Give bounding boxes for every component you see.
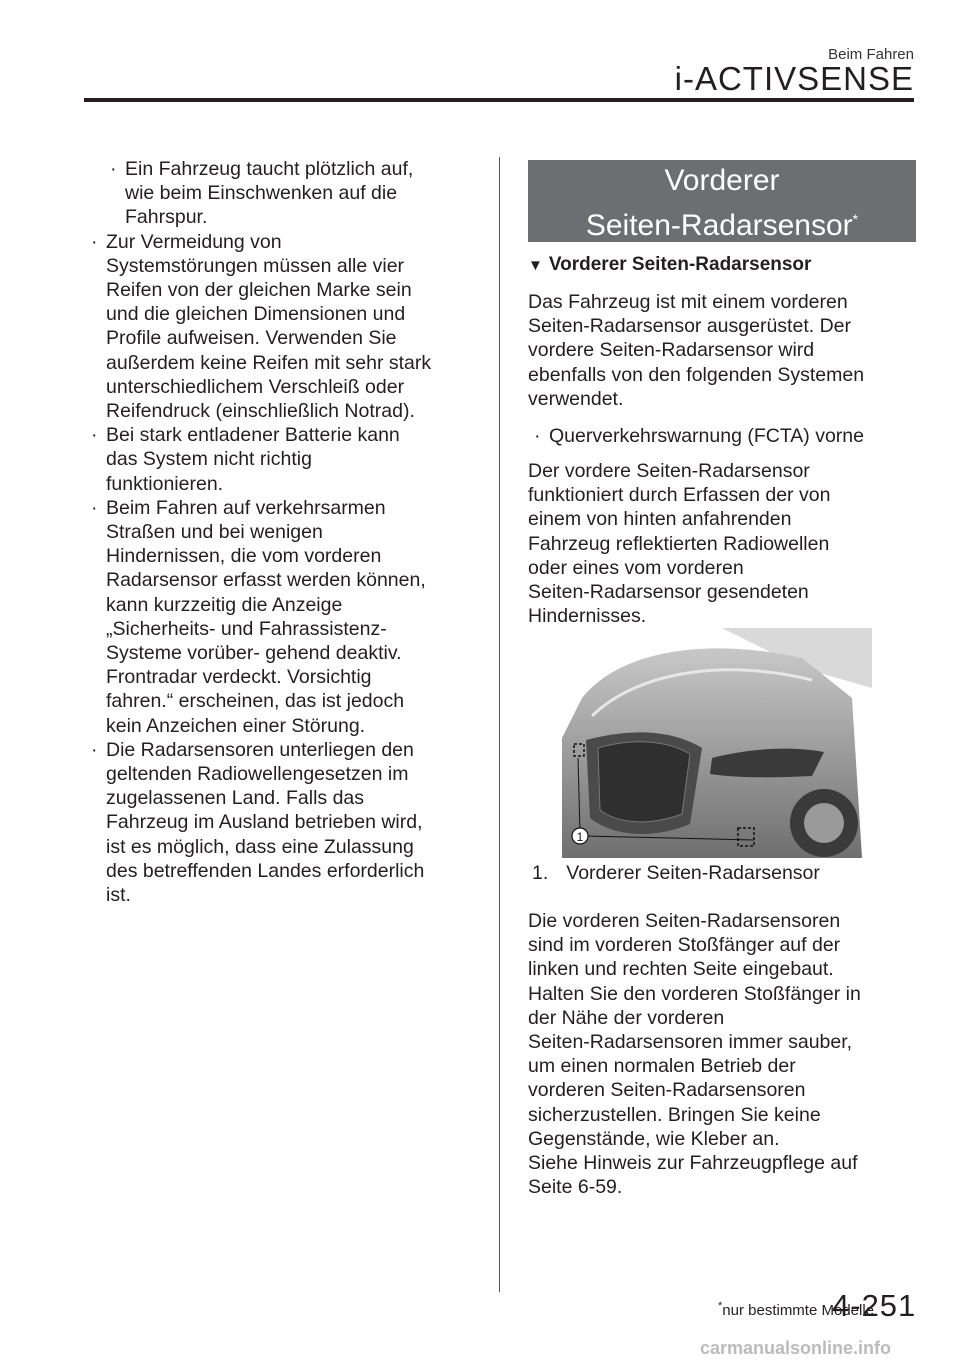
text-line: Systeme vorüber- gehend deaktiv.	[106, 642, 402, 665]
left-column	[88, 157, 478, 907]
text-line: außerdem keine Reifen mit sehr stark	[106, 351, 432, 374]
caption-number: 1.	[532, 862, 549, 884]
text-line: sind im vorderen Stoßfänger auf der	[528, 934, 841, 957]
text-line: fahren.“ erscheinen, das ist jedoch	[106, 690, 405, 713]
text-line: geltenden Radiowellengesetzen im	[106, 763, 409, 786]
text-line: Das Fahrzeug ist mit einem vorderen	[528, 291, 848, 313]
text-line: Seiten-Radarsensor gesendeten	[528, 581, 809, 604]
text-line: · Zur Vermeidung von	[106, 230, 282, 253]
text-line: sicherzustellen. Bringen Sie keine	[528, 1103, 821, 1126]
caption-text: Vorderer Seiten-Radarsensor	[566, 862, 820, 884]
text-line: ebenfalls von den folgenden Systemen	[528, 363, 865, 386]
text-line: Hindernisses.	[528, 605, 647, 628]
text-line: wie beim Einschwenken auf die	[125, 182, 398, 205]
text-line: · Ein Fahrzeug taucht plötzlich auf,	[125, 158, 414, 180]
text-line: Halten Sie den vorderen Stoßfänger in	[528, 982, 861, 1005]
subheading-text: Vorderer Seiten-Radarsensor	[548, 254, 812, 275]
text-line: vordere Seiten-Radarsensor wird	[528, 339, 815, 362]
text-line: Fahrzeug reflektierten Radiowellen	[528, 532, 830, 555]
header-rule	[84, 98, 914, 102]
header-section: Beim Fahren	[828, 46, 914, 63]
text-line: um einen normalen Betrieb der	[528, 1055, 796, 1078]
banner-line-2	[528, 200, 916, 245]
text-line: unterschiedlichem Verschleiß oder	[106, 375, 405, 398]
section-banner	[528, 160, 916, 242]
column-divider	[499, 157, 500, 1292]
text-line: verwendet.	[528, 387, 624, 410]
car-front-illustration	[562, 628, 872, 858]
figure-caption	[532, 862, 838, 885]
text-line: kein Anzeichen einer Störung.	[106, 714, 366, 737]
text-line: Fahrspur.	[125, 206, 208, 229]
banner-line-1: Vorderer	[664, 164, 780, 197]
text-line: Hindernissen, die vom vorderen	[106, 545, 382, 568]
system-item	[531, 424, 939, 448]
text-line: das System nicht richtig	[106, 448, 312, 471]
text-line: des betreffenden Landes erforderlich	[106, 859, 425, 882]
page-number: 4-251	[832, 1288, 917, 1323]
bullet-radio-law	[88, 738, 478, 907]
banner-mark: *	[852, 211, 859, 227]
text-line: Seite 6-59.	[528, 1176, 623, 1199]
text-line: ist.	[106, 884, 131, 907]
text-line: · Querverkehrswarnung (FCTA) vorne	[549, 425, 864, 447]
paragraph-function	[528, 459, 918, 628]
text-line: Reifen von der gleichen Marke sein	[106, 279, 412, 302]
footnote-text: nur bestimmte Modelle	[722, 1302, 875, 1319]
paragraph-location	[528, 909, 918, 1199]
text-line: Der vordere Seiten-Radarsensor	[528, 460, 810, 482]
text-line: Siehe Hinweis zur Fahrzeugpflege auf	[528, 1152, 858, 1175]
text-line: · Bei stark entladener Batterie kann	[106, 424, 400, 447]
text-line: Profile aufweisen. Verwenden Sie	[106, 327, 397, 350]
text-line: · Beim Fahren auf verkehrsarmen	[106, 496, 386, 519]
callout-1-label: 1	[576, 830, 584, 844]
subheading	[528, 254, 811, 276]
text-line: Reifendruck (einschließlich Notrad).	[106, 400, 415, 423]
text-line: · Die Radarsensoren unterliegen den	[106, 738, 414, 761]
text-line: Radarsensor erfasst werden können,	[106, 569, 426, 592]
text-line: oder eines vom vorderen	[528, 556, 744, 579]
text-line: kann kurzzeitig die Anzeige	[106, 593, 343, 616]
text-line: ist es möglich, dass eine Zulassung	[106, 835, 414, 858]
paragraph-intro	[528, 290, 918, 411]
header-title: i-ACTIVSENSE	[674, 60, 914, 97]
text-line: Systemstörungen müssen alle vier	[106, 254, 405, 277]
text-line: Straßen und bei wenigen	[106, 521, 323, 544]
text-line: funktionieren.	[106, 472, 224, 495]
text-line: vorderen Seiten-Radarsensoren	[528, 1079, 806, 1102]
text-line: linken und rechten Seite eingebaut.	[528, 958, 834, 981]
text-line: Gegenstände, wie Kleber an.	[528, 1127, 780, 1150]
text-line: Fahrzeug im Ausland betrieben wird,	[106, 811, 423, 834]
text-line: Seiten-Radarsensoren immer sauber,	[528, 1031, 853, 1054]
text-line: Seiten-Radarsensor ausgerüstet. Der	[528, 315, 851, 338]
text-line: der Nähe der vorderen	[528, 1006, 725, 1029]
text-line: Die vorderen Seiten-Radarsensoren	[528, 910, 841, 932]
text-line: „Sicherheits- und Fahrassistenz-	[106, 617, 387, 640]
text-line: einem von hinten anfahrenden	[528, 508, 792, 531]
footnote-mark: *	[718, 1300, 723, 1312]
banner-title: Seiten-Radarsensor	[585, 209, 853, 242]
text-line: funktioniert durch Erfassen der von	[528, 484, 831, 507]
text-line: zugelassenen Land. Falls das	[106, 787, 365, 810]
triangle-down-icon: ▼	[528, 257, 543, 274]
bullet-tires	[88, 230, 478, 424]
bullet-low-traffic	[88, 496, 478, 738]
text-line: und die gleichen Dimensionen und	[106, 303, 406, 326]
sub-bullet	[107, 157, 478, 230]
watermark: carmanualsonline.info	[700, 1338, 892, 1358]
bullet-battery	[88, 423, 478, 496]
text-line: Frontradar verdeckt. Vorsichtig	[106, 666, 372, 689]
